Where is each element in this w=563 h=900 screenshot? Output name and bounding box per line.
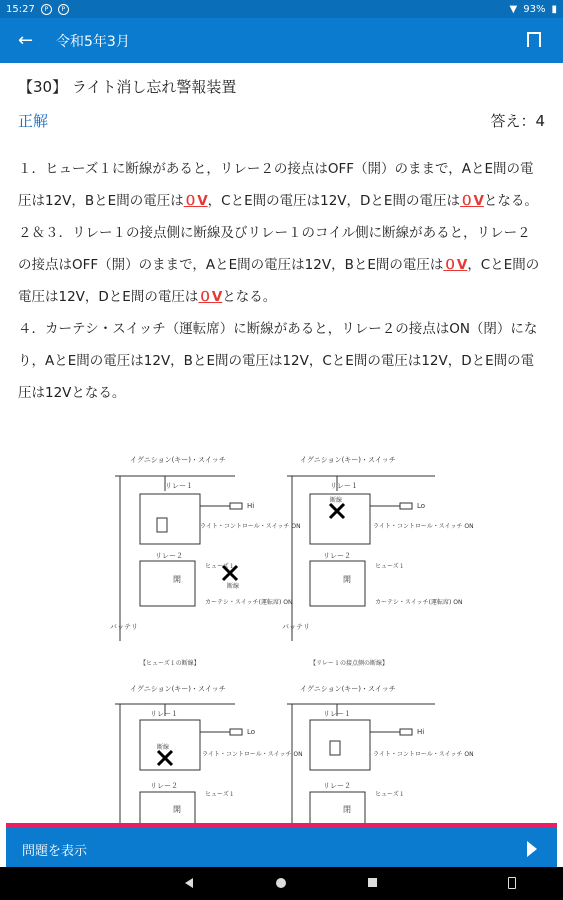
text: ，CとE間の電圧は12V，DとE間の電圧は	[207, 193, 460, 209]
ignition-label: イグニション(キー)・スイッチ	[130, 685, 226, 693]
result-row	[18, 110, 545, 131]
battery-label: バッテリ	[110, 623, 138, 631]
relay1-label: リレー１	[330, 482, 358, 490]
hi-label: Hi	[417, 728, 425, 736]
wifi-icon: ▼	[509, 3, 518, 15]
lo-label: Lo	[247, 728, 256, 736]
relay1-label: リレー１	[150, 710, 178, 718]
explanation-paragraph	[18, 153, 544, 217]
break-mark-icon	[158, 751, 172, 765]
panel-caption: 【ヒューズ１の断線】	[140, 660, 200, 667]
app-bar-title: 令和5年3月	[56, 33, 130, 50]
relay1-label: リレー１	[323, 710, 351, 718]
circuit-panel	[110, 456, 301, 667]
ignition-label: イグニション(キー)・スイッチ	[300, 456, 396, 464]
break-mark-icon	[330, 504, 344, 518]
status-bar	[0, 0, 563, 18]
relay2-label: リレー２	[150, 782, 178, 790]
text: となる。	[222, 289, 277, 305]
explanation-paragraph: ４．カーテシ・スイッチ（運転席）に断線があると，リレー２の接点はON（閉）になり，AとE間の電圧は12V，BとE間の電圧は12V，CとE間の電圧は12V，DとE間の電圧は12Vとなる。	[18, 321, 538, 401]
break-label: 断線	[330, 497, 343, 504]
relay2-label: リレー２	[155, 552, 183, 560]
bookmark-icon[interactable]	[527, 32, 541, 47]
break-label: 断線	[227, 583, 240, 590]
highlight-value: ０V	[198, 289, 223, 305]
relay2-contact-label: 閉	[343, 805, 351, 814]
light-switch-label: ライト・コントロール・スイッチ ON	[373, 523, 474, 530]
courtesy-switch-label: カーテシ・スイッチ(運転席) ON	[205, 599, 293, 606]
break-label: 断線	[157, 744, 170, 751]
hi-label: Hi	[247, 502, 255, 510]
chevron-right-icon	[527, 841, 537, 857]
fuse-label: ヒューズ１	[375, 791, 405, 798]
circuit-panel	[115, 685, 303, 826]
battery-text: 93%	[523, 3, 546, 15]
relay2-label: リレー２	[323, 782, 351, 790]
show-question-button[interactable]	[6, 823, 557, 871]
text: となる。	[483, 193, 538, 209]
explanation	[18, 153, 544, 409]
light-switch-label: ライト・コントロール・スイッチ ON	[200, 523, 301, 530]
text: １．ヒューズ１に断線があると，リレー２の接点はOFF（開）のままで，AとE間の電圧は12V，BとE間の電圧は	[18, 161, 534, 209]
back-arrow-icon[interactable]: ←	[18, 30, 34, 51]
nav-recents-icon[interactable]	[368, 878, 377, 887]
notification-icon: P	[58, 4, 69, 15]
ignition-label: イグニション(キー)・スイッチ	[300, 685, 396, 693]
ignition-label: イグニション(キー)・スイッチ	[130, 456, 226, 464]
relay2-label: リレー２	[323, 552, 351, 560]
system-nav-bar	[0, 867, 563, 900]
panel-caption: 【リレー１の接点側の断線】	[310, 660, 389, 667]
explanation-paragraph	[18, 217, 544, 313]
show-question-label: 問題を表示	[22, 843, 88, 859]
rotate-icon[interactable]	[508, 877, 516, 889]
lo-label: Lo	[417, 502, 426, 510]
relay2-contact-label: 開	[343, 575, 351, 584]
text: ２＆３．リレー１の接点側に断線及びリレー１のコイル側に断線があると，リレー２の接点はOFF（開）のままで，AとE間の電圧は12V，BとE間の電圧は	[18, 225, 531, 273]
result-status: 正解	[18, 112, 49, 130]
relay1-label: リレー１	[165, 482, 193, 490]
highlight-value: ０V	[183, 193, 208, 209]
relay2-contact-label: 開	[173, 575, 181, 584]
nav-back-icon[interactable]	[185, 878, 193, 888]
app-bar	[0, 18, 563, 63]
circuit-diagram	[105, 446, 474, 826]
nav-home-icon[interactable]	[276, 878, 286, 888]
light-switch-label: ライト・コントロール・スイッチ ON	[373, 751, 474, 758]
status-time: 15:27	[6, 3, 35, 15]
relay2-contact-label: 開	[173, 805, 181, 814]
question-title: 【30】 ライト消し忘れ警報装置	[18, 78, 237, 96]
fuse-label: ヒューズ１	[205, 563, 235, 570]
battery-label: バッテリ	[282, 623, 310, 631]
highlight-value: ０V	[443, 257, 468, 273]
circuit-panel	[282, 456, 474, 667]
circuit-panel	[287, 685, 474, 826]
fuse-label: ヒューズ１	[205, 791, 235, 798]
text: ，CとE間の電圧は12V，DとE間の電圧は	[18, 257, 540, 305]
answer-text: 答え：4	[490, 112, 545, 130]
fuse-label: ヒューズ１	[375, 563, 405, 570]
courtesy-switch-label: カーテシ・スイッチ(運転席) ON	[375, 599, 463, 606]
battery-icon: ▮	[551, 3, 557, 15]
notification-icon: P	[41, 4, 52, 15]
light-switch-label: ライト・コントロール・スイッチ ON	[202, 751, 303, 758]
highlight-value: ０V	[459, 193, 484, 209]
